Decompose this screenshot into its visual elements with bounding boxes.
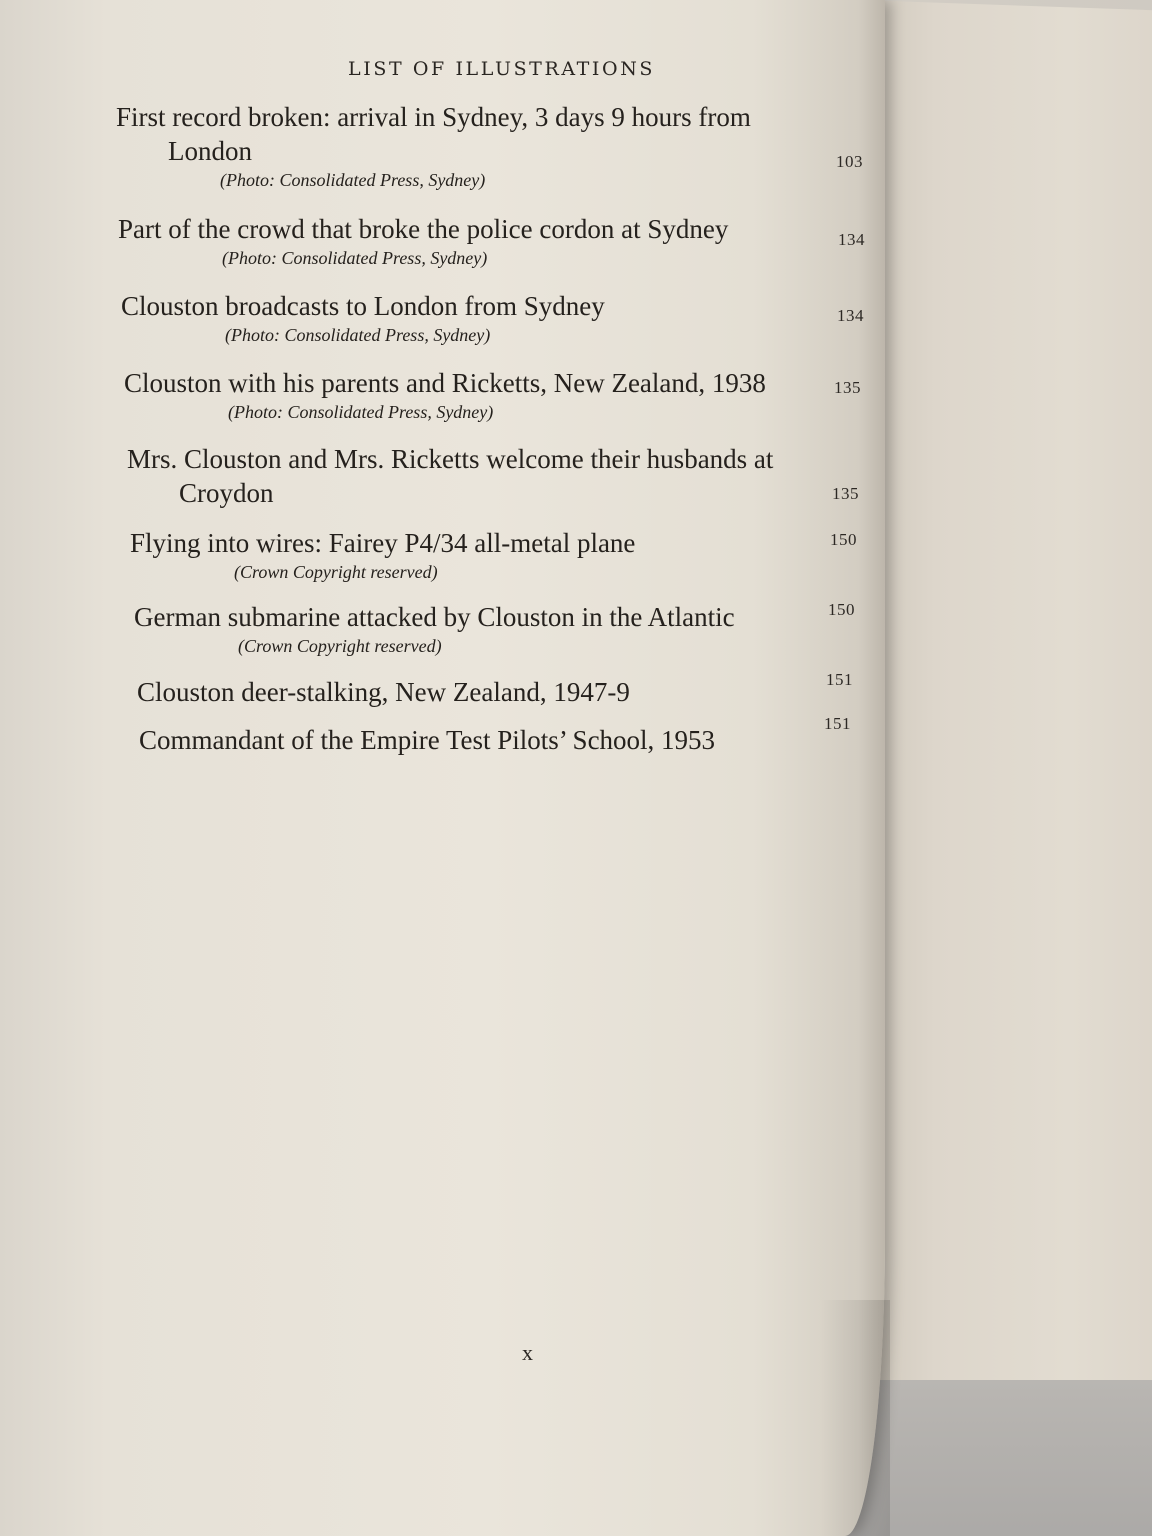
entry-credit: (Photo: Consolidated Press, Sydney) bbox=[225, 325, 491, 345]
entry-title-line: Croydon bbox=[179, 478, 274, 508]
entry-title-line: Commandant of the Empire Test Pilots’ School, 1953 bbox=[139, 725, 716, 755]
entry-page-number: 151 bbox=[826, 670, 853, 689]
entry-page-number: 135 bbox=[834, 378, 861, 397]
entry-title-line: Flying into wires: Fairey P4/34 all-metal plane bbox=[130, 528, 636, 558]
illustration-entry bbox=[139, 723, 715, 757]
illustration-entry bbox=[118, 212, 728, 270]
entry-title-line: Clouston with his parents and Ricketts, New Zealand, 1938 bbox=[124, 368, 766, 398]
entry-credit: (Crown Copyright reserved) bbox=[238, 636, 442, 656]
entry-page-number: 151 bbox=[824, 714, 851, 733]
entry-credit: (Photo: Consolidated Press, Sydney) bbox=[220, 170, 486, 190]
entry-page-number: 103 bbox=[836, 152, 863, 171]
entry-title-line: German submarine attacked by Clouston in the Atlantic bbox=[134, 602, 735, 632]
entry-title-line: Clouston broadcasts to London from Sydney bbox=[121, 291, 605, 321]
entry-title-line: First record broken: arrival in Sydney, 3 days 9 hours from bbox=[116, 102, 751, 132]
illustration-entry bbox=[134, 600, 735, 658]
entry-title-line: Part of the crowd that broke the police cordon at Sydney bbox=[118, 214, 729, 244]
entry-title-line: Clouston deer-stalking, New Zealand, 1947-9 bbox=[137, 677, 630, 707]
entry-title-line: Mrs. Clouston and Mrs. Ricketts welcome their husbands at bbox=[127, 444, 774, 474]
entry-page-number: 150 bbox=[830, 530, 857, 549]
illustration-entry bbox=[121, 289, 605, 347]
illustration-entry bbox=[137, 675, 630, 709]
entry-title-line: London bbox=[168, 136, 252, 166]
page-curl-shadow bbox=[820, 1300, 890, 1536]
page-heading: LIST OF ILLUSTRATIONS bbox=[348, 58, 656, 80]
illustration-entry bbox=[124, 366, 766, 424]
entry-credit: (Photo: Consolidated Press, Sydney) bbox=[228, 402, 494, 422]
illustration-entry bbox=[127, 442, 773, 510]
entry-credit: (Photo: Consolidated Press, Sydney) bbox=[222, 248, 488, 268]
entry-credit: (Crown Copyright reserved) bbox=[234, 562, 438, 582]
illustration-entry bbox=[116, 100, 751, 192]
entry-page-number: 135 bbox=[832, 484, 859, 503]
page-folio: x bbox=[522, 1340, 533, 1365]
illustration-entry bbox=[130, 526, 635, 584]
entry-page-number: 150 bbox=[828, 600, 855, 619]
entry-page-number: 134 bbox=[837, 306, 864, 325]
facing-page bbox=[860, 0, 1152, 1460]
entry-page-number: 134 bbox=[838, 230, 865, 249]
